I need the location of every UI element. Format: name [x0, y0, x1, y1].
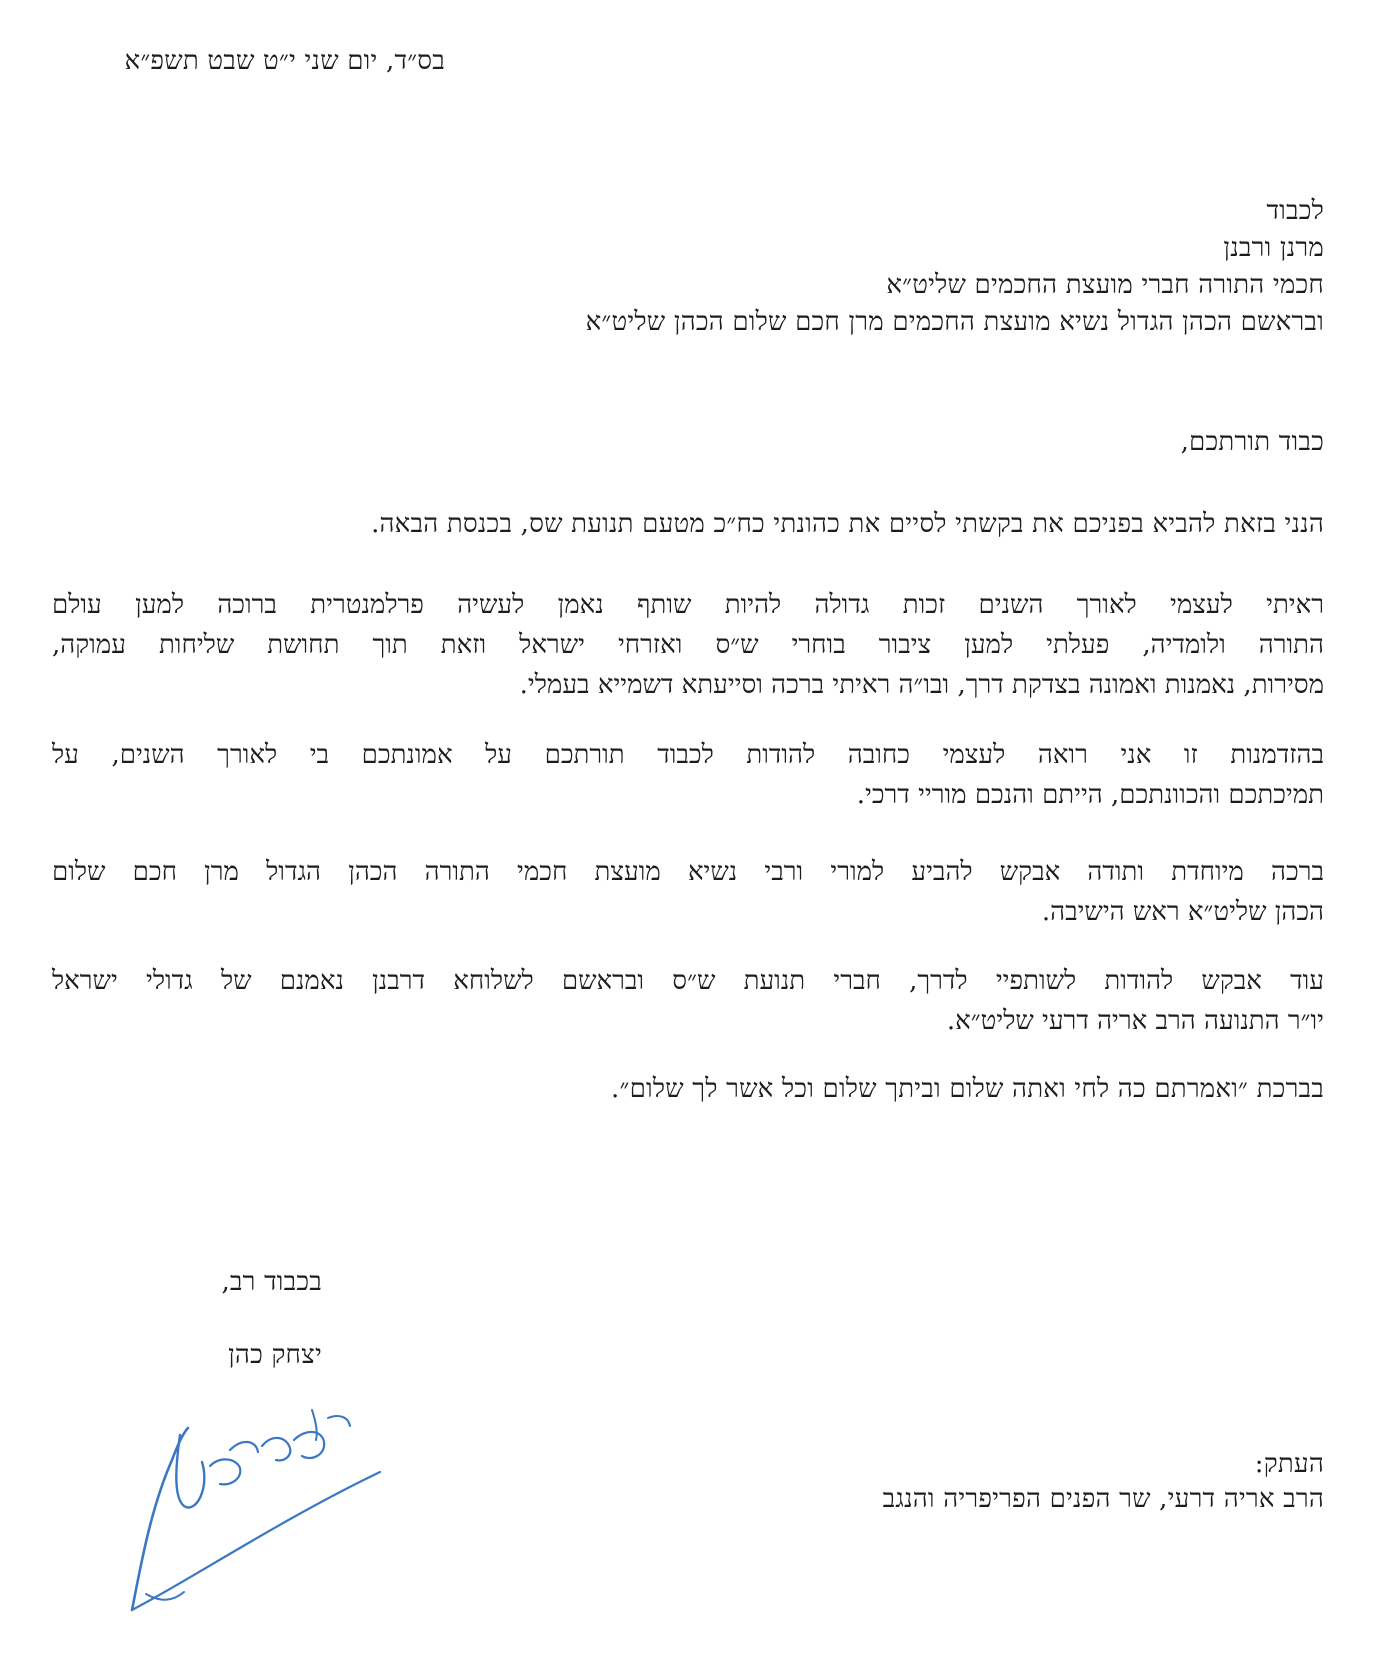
paragraph-4-line-1: ברכה מיוחדת ותודה אבקש להביע למורי ורבי נשיא מועצת חכמי התורה הכהן הגדול מרן חכם שלום	[52, 857, 1324, 887]
paragraph-2-line-1: ראיתי לעצמי לאורך השנים זכות גדולה להיות שותף נאמן לעשיה פרלמנטרית ברוכה למען עולם	[52, 590, 1324, 620]
body-paragraph-2	[52, 585, 1324, 705]
closing-name: יצחק כהן	[228, 1340, 322, 1370]
paragraph-4-line-2: הכהן שליט״א ראש הישיבה.	[1041, 897, 1324, 927]
address-recipients: מרנן ורבנן	[1223, 233, 1324, 263]
date-line: בס״ד, יום שני י״ט שבט תשפ״א	[124, 46, 445, 76]
paragraph-3-line-2: תמיכתכם והכוונתכם, הייתם והנכם מוריי דרכי.	[856, 780, 1324, 810]
body-paragraph-3	[52, 735, 1324, 815]
paragraph-5-line-1: עוד אבקש להודות לשותפיי לדרך, חברי תנועת ש״ס ובראשם לשלוחא דרבנן נאמנם של גדולי ישראל	[52, 966, 1324, 996]
closing-regards: בכבוד רב,	[221, 1267, 322, 1297]
paragraph-2-line-2: התורה ולומדיה, פעלתי למען ציבור בוחרי ש״ס ואזרחי ישראל וזאת תוך תחושת שליחות עמוקה,	[52, 630, 1324, 660]
body-paragraph-5	[52, 961, 1324, 1041]
address-council-members: חכמי התורה חברי מועצת החכמים שליט״א	[886, 270, 1324, 300]
cc-recipient: הרב אריה דרעי, שר הפנים הפריפריה והנגב	[882, 1484, 1324, 1514]
address-to: לכבוד	[1266, 196, 1324, 226]
body-paragraph-4	[52, 852, 1324, 932]
handwritten-signature	[80, 1370, 400, 1640]
paragraph-3-line-1: בהזדמנות זו אני רואה לעצמי כחובה להודות לכבוד תורתכם על אמונתכם בי לאורך השנים, על	[52, 740, 1324, 770]
body-paragraph-6: בברכת ״ואמרתם כה לחי ואתה שלום וביתך שלום וכל אשר לך שלום״.	[611, 1074, 1324, 1104]
cc-label: העתק:	[1254, 1449, 1324, 1479]
paragraph-2-line-3: מסירות, נאמנות ואמונה בצדקת דרך, ובו״ה ראיתי ברכה וסייעתא דשמייא בעמלי.	[519, 670, 1324, 700]
body-paragraph-1: הנני בזאת להביא בפניכם את בקשתי לסיים את כהונתי כח״כ מטעם תנועת שס, בכנסת הבאה.	[371, 509, 1324, 539]
greeting: כבוד תורתכם,	[1180, 427, 1324, 457]
address-council-head: ובראשם הכהן הגדול נשיא מועצת החכמים מרן חכם שלום הכהן שליט״א	[585, 307, 1324, 337]
paragraph-5-line-2: יו״ר התנועה הרב אריה דרעי שליט״א.	[946, 1006, 1324, 1036]
